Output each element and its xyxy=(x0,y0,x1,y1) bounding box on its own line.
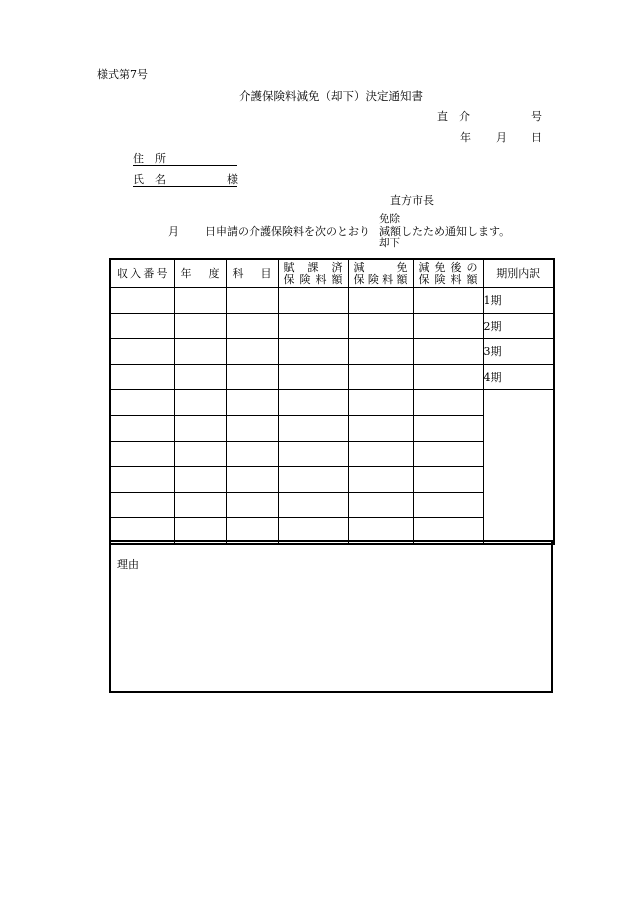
reduction-premium-cell[interactable] xyxy=(348,364,413,390)
reduction-premium-cell[interactable] xyxy=(348,339,413,365)
assessed-premium-cell[interactable] xyxy=(278,441,348,467)
item-cell[interactable] xyxy=(226,441,278,467)
document-title: 介護保険料減免（却下）決定通知書 xyxy=(239,89,423,103)
receipt-number-cell[interactable] xyxy=(110,390,174,416)
after-reduction-cell[interactable] xyxy=(413,313,483,339)
receipt-number-cell[interactable] xyxy=(110,288,174,314)
assessed-premium-cell[interactable] xyxy=(278,492,348,518)
fiscal-year-cell[interactable] xyxy=(174,467,226,493)
reduction-premium-cell[interactable] xyxy=(348,288,413,314)
table-header-row xyxy=(110,259,554,288)
header-fiscal-year: 年 度 xyxy=(174,259,226,288)
notice-text-end: したため通知します。 xyxy=(401,225,511,238)
after-reduction-cell[interactable] xyxy=(413,339,483,365)
fiscal-year-cell[interactable] xyxy=(174,492,226,518)
notice-option-reduction: 減額 xyxy=(379,225,401,238)
after-reduction-cell[interactable] xyxy=(413,288,483,314)
name-underline xyxy=(133,172,237,187)
item-cell[interactable] xyxy=(226,364,278,390)
fiscal-year-cell[interactable] xyxy=(174,415,226,441)
receipt-number-cell[interactable] xyxy=(110,441,174,467)
after-reduction-cell[interactable] xyxy=(413,390,483,416)
period-4-cell: 4期 xyxy=(483,364,554,390)
doc-ref-suffix: 号 xyxy=(531,110,542,123)
receipt-number-cell[interactable] xyxy=(110,339,174,365)
receipt-number-cell[interactable] xyxy=(110,364,174,390)
issuer: 直方市長 xyxy=(390,194,434,207)
assessed-premium-cell[interactable] xyxy=(278,313,348,339)
item-cell[interactable] xyxy=(226,390,278,416)
honorific: 様 xyxy=(227,173,238,186)
fiscal-year-cell[interactable] xyxy=(174,390,226,416)
header-reduction-premium: 減 免 保 険 料 額 xyxy=(348,259,413,288)
reduction-premium-cell[interactable] xyxy=(348,313,413,339)
item-cell[interactable] xyxy=(226,415,278,441)
table-row xyxy=(110,390,554,416)
after-reduction-cell[interactable] xyxy=(413,415,483,441)
item-cell[interactable] xyxy=(226,339,278,365)
fiscal-year-cell[interactable] xyxy=(174,339,226,365)
fiscal-year-cell[interactable] xyxy=(174,288,226,314)
header-receipt-number: 収 入 番 号 xyxy=(110,259,174,288)
period-blank-area xyxy=(483,390,554,544)
item-cell[interactable] xyxy=(226,467,278,493)
notice-text: 日申請の介護保険料を次のとおり xyxy=(205,225,370,238)
date-month: 月 xyxy=(496,131,507,144)
period-2-cell: 2期 xyxy=(483,313,554,339)
reduction-premium-cell[interactable] xyxy=(348,390,413,416)
assessed-premium-cell[interactable] xyxy=(278,339,348,365)
after-reduction-cell[interactable] xyxy=(413,467,483,493)
name-label: 氏 名 xyxy=(133,173,166,186)
assessed-premium-cell[interactable] xyxy=(278,467,348,493)
reduction-premium-cell[interactable] xyxy=(348,492,413,518)
fiscal-year-cell[interactable] xyxy=(174,313,226,339)
after-reduction-cell[interactable] xyxy=(413,364,483,390)
assessed-premium-cell[interactable] xyxy=(278,415,348,441)
receipt-number-cell[interactable] xyxy=(110,492,174,518)
reduction-premium-cell[interactable] xyxy=(348,441,413,467)
form-number: 様式第7号 xyxy=(97,68,148,81)
header-premium-after-reduction: 減 免 後 の 保 険 料 額 xyxy=(413,259,483,288)
after-reduction-cell[interactable] xyxy=(413,441,483,467)
notice-option-exemption: 免除 xyxy=(379,213,400,225)
period-1-cell: 1期 xyxy=(483,288,554,314)
receipt-number-cell[interactable] xyxy=(110,467,174,493)
table-row xyxy=(110,288,554,314)
table-row xyxy=(110,339,554,365)
receipt-number-cell[interactable] xyxy=(110,313,174,339)
item-cell[interactable] xyxy=(226,492,278,518)
receipt-number-cell[interactable] xyxy=(110,415,174,441)
reduction-premium-cell[interactable] xyxy=(348,415,413,441)
table-row xyxy=(110,364,554,390)
header-item: 科 目 xyxy=(226,259,278,288)
address-label: 住 所 xyxy=(133,152,166,165)
fiscal-year-cell[interactable] xyxy=(174,364,226,390)
notice-option-rejection: 却下 xyxy=(379,237,400,249)
assessed-premium-cell[interactable] xyxy=(278,288,348,314)
notice-month: 月 xyxy=(168,225,179,238)
after-reduction-cell[interactable] xyxy=(413,492,483,518)
reduction-premium-cell[interactable] xyxy=(348,467,413,493)
reason-label: 理由 xyxy=(117,558,139,571)
header-period-breakdown: 期別内訳 xyxy=(483,259,554,288)
premium-table xyxy=(109,258,555,545)
fiscal-year-cell[interactable] xyxy=(174,441,226,467)
table-row xyxy=(110,313,554,339)
reason-box[interactable] xyxy=(109,540,553,693)
period-3-cell: 3期 xyxy=(483,339,554,365)
assessed-premium-cell[interactable] xyxy=(278,390,348,416)
header-assessed-premium: 賦 課 済 保 険 料 額 xyxy=(278,259,348,288)
item-cell[interactable] xyxy=(226,288,278,314)
date-day: 日 xyxy=(531,131,542,144)
date-year: 年 xyxy=(460,131,471,144)
doc-ref-prefix: 直 介 xyxy=(437,110,470,123)
address-underline xyxy=(133,151,237,166)
item-cell[interactable] xyxy=(226,313,278,339)
assessed-premium-cell[interactable] xyxy=(278,364,348,390)
